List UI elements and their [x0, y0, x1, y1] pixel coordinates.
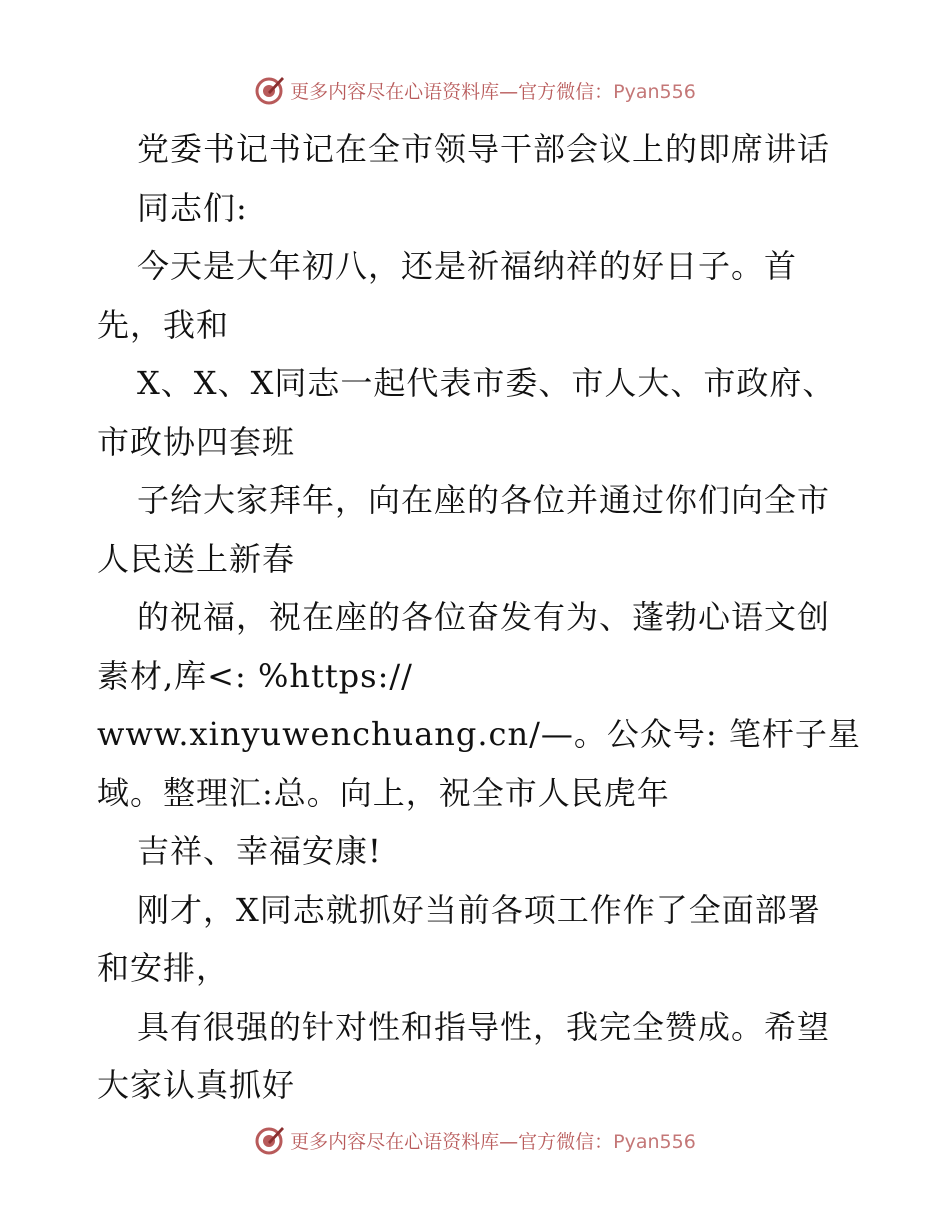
wechat-id: Pyan556: [613, 80, 696, 103]
text-line: 市政协四套班: [97, 422, 296, 461]
footer-banner: [0, 1120, 950, 1160]
header-banner: [0, 70, 950, 110]
wechat-id: Pyan556: [613, 1130, 696, 1153]
text-line: www.xinyuwenchuang.cn/—。公众号: 笔杆子星: [97, 715, 861, 753]
text-line: 子给大家拜年，向在座的各位并通过你们向全市: [137, 481, 831, 519]
header-banner-text: [290, 77, 696, 104]
footer-banner-content: [254, 1124, 696, 1156]
quill-circle-logo-icon: [254, 74, 286, 106]
text-line: 党委书记书记在全市领导干部会议上的即席讲话: [137, 130, 831, 168]
banner-label: 更多内容尽在心语资料库—官方微信：: [290, 80, 614, 103]
text-line: 的祝福，祝在座的各位奋发有为、蓬勃心语文创: [137, 598, 831, 636]
text-line: 刚才，X同志就抓好当前各项工作作了全面部署: [137, 890, 821, 929]
text-line: 具有很强的针对性和指导性，我完全赞成。希望: [137, 1007, 831, 1046]
text-line: 先，我和: [97, 305, 230, 344]
text-line: 域。整理汇:总。向上，祝全市人民虎年: [97, 773, 670, 812]
text-line: X、X、X同志一起代表市委、市人大、市政府、: [137, 364, 836, 402]
text-line: 大家认真抓好: [97, 1066, 296, 1104]
text-line: 吉祥、幸福安康!: [137, 832, 382, 870]
quill-circle-logo-icon: [254, 1124, 286, 1156]
text-line: 同志们:: [137, 188, 248, 227]
banner-label: 更多内容尽在心语资料库—官方微信：: [290, 1130, 614, 1153]
footer-banner-text: [290, 1127, 696, 1154]
document-body: [97, 120, 861, 1115]
text-line: 素材,库<: %https://: [97, 656, 413, 695]
header-banner-content: [254, 74, 696, 106]
text-line: 人民送上新春: [97, 539, 296, 578]
text-line: 今天是大年初八，还是祈福纳祥的好日子。首: [137, 247, 798, 285]
text-line: 和安排，: [97, 949, 230, 987]
